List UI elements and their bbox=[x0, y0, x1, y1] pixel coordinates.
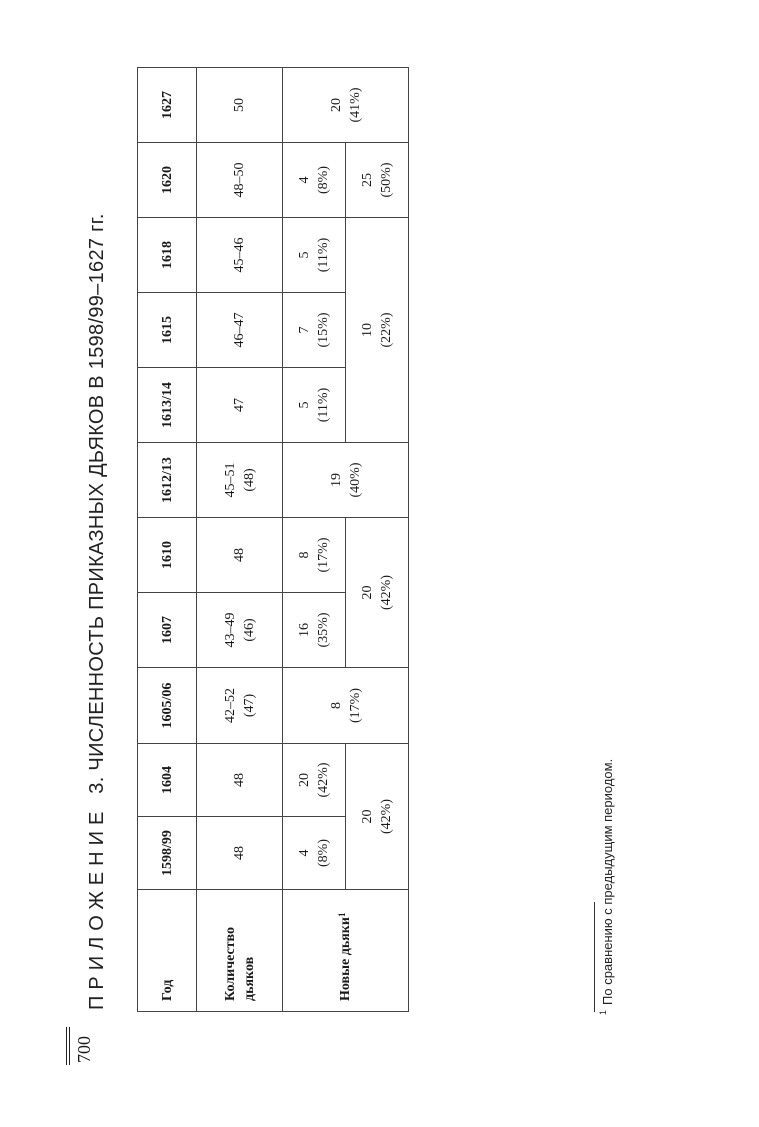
year-row bbox=[138, 68, 197, 1012]
year-cell: 1604 bbox=[138, 744, 197, 817]
new-row-period bbox=[346, 68, 409, 1012]
new-percent: (40%) bbox=[347, 462, 363, 498]
count-average: (47) bbox=[241, 693, 257, 718]
new-percent: (8%) bbox=[316, 166, 331, 194]
year-label: Год bbox=[138, 890, 197, 1012]
count-cell bbox=[197, 518, 283, 593]
new-percent: (42%) bbox=[316, 762, 331, 798]
new-percent: (17%) bbox=[316, 537, 331, 573]
new-count: 20 bbox=[328, 98, 344, 112]
new-label-text: Новые дьяки bbox=[338, 917, 353, 1001]
clerks-table bbox=[137, 67, 409, 1012]
count-value: 48 bbox=[232, 773, 247, 787]
new-cell bbox=[283, 293, 346, 368]
new-cell bbox=[283, 518, 346, 593]
new-label bbox=[283, 890, 409, 1012]
count-row bbox=[197, 68, 283, 1012]
new-cell bbox=[283, 817, 346, 890]
new-cell bbox=[283, 68, 409, 143]
year-cell: 1598/99 bbox=[138, 817, 197, 890]
new-cell bbox=[283, 443, 409, 518]
new-count: 19 bbox=[328, 473, 344, 487]
new-count: 5 bbox=[297, 401, 312, 409]
year-cell: 1620 bbox=[138, 143, 197, 218]
appendix-word: ПРИЛОЖЕНИЕ bbox=[86, 805, 108, 1010]
year-cell: 1613/14 bbox=[138, 368, 197, 443]
period-cell bbox=[346, 218, 409, 443]
count-cell bbox=[197, 817, 283, 890]
new-percent: (11%) bbox=[316, 387, 331, 423]
count-cell bbox=[197, 368, 283, 443]
count-cell bbox=[197, 443, 283, 518]
page-rule bbox=[69, 1027, 70, 1065]
year-cell: 1627 bbox=[138, 68, 197, 143]
new-count: 16 bbox=[297, 623, 312, 637]
new-percent: (15%) bbox=[316, 312, 331, 348]
new-count: 7 bbox=[297, 326, 312, 334]
count-label: Количество дьяков bbox=[197, 890, 283, 1012]
new-count: 4 bbox=[297, 849, 312, 857]
period-percent: (22%) bbox=[379, 312, 394, 348]
count-value: 48 bbox=[232, 548, 247, 562]
period-percent: (42%) bbox=[379, 799, 394, 834]
footnote-text: По сравнению с предыдущим периодом. bbox=[600, 758, 615, 1005]
count-cell bbox=[197, 68, 283, 143]
appendix-heading: 3. ЧИСЛЕННОСТЬ ПРИКАЗНЫХ ДЬЯКОВ В 1598/99–1627 гг. bbox=[86, 213, 108, 794]
footnote bbox=[600, 759, 615, 1015]
page-number-block bbox=[66, 1027, 106, 1065]
footnote-mark: 1 bbox=[598, 1009, 608, 1015]
period-cell bbox=[346, 744, 409, 890]
count-value: 50 bbox=[232, 98, 247, 112]
footnote-mark: 1 bbox=[337, 912, 347, 918]
year-cell: 1610 bbox=[138, 518, 197, 593]
year-cell: 1612/13 bbox=[138, 443, 197, 518]
count-cell bbox=[197, 293, 283, 368]
page-number: 700 bbox=[74, 1036, 94, 1063]
new-cell bbox=[283, 218, 346, 293]
period-percent: (50%) bbox=[379, 162, 394, 198]
period-cell bbox=[346, 518, 409, 668]
new-cell bbox=[283, 593, 346, 668]
count-average: (46) bbox=[241, 618, 257, 642]
period-percent: (42%) bbox=[379, 575, 394, 610]
count-value: 46–47 bbox=[232, 312, 247, 348]
new-count: 8 bbox=[297, 551, 312, 559]
year-cell: 1615 bbox=[138, 293, 197, 368]
new-percent: (35%) bbox=[316, 612, 331, 648]
new-cell bbox=[283, 368, 346, 443]
count-value: 45–51 bbox=[222, 462, 238, 498]
count-value: 48 bbox=[232, 846, 247, 860]
new-cell bbox=[283, 143, 346, 218]
count-cell bbox=[197, 593, 283, 668]
year-cell: 1618 bbox=[138, 218, 197, 293]
period-cell bbox=[346, 143, 409, 218]
period-count: 20 bbox=[360, 809, 375, 824]
count-value: 45–46 bbox=[232, 237, 247, 273]
appendix-title bbox=[86, 213, 109, 1010]
count-average: (48) bbox=[241, 468, 257, 492]
new-cell bbox=[283, 744, 346, 817]
count-cell bbox=[197, 143, 283, 218]
year-cell: 1607 bbox=[138, 593, 197, 668]
count-cell bbox=[197, 668, 283, 744]
new-row-yearly bbox=[283, 68, 346, 1012]
count-cell bbox=[197, 744, 283, 817]
new-percent: (11%) bbox=[316, 237, 331, 273]
year-cell: 1605/06 bbox=[138, 668, 197, 744]
count-value: 42–52 bbox=[222, 688, 238, 723]
count-value: 48–50 bbox=[232, 162, 247, 198]
count-cell bbox=[197, 218, 283, 293]
count-value: 43–49 bbox=[222, 612, 238, 648]
new-percent: (8%) bbox=[316, 839, 331, 867]
new-count: 20 bbox=[297, 773, 312, 787]
new-count: 4 bbox=[297, 176, 312, 184]
period-count: 25 bbox=[360, 173, 375, 187]
footnote-rule bbox=[594, 902, 595, 1012]
period-count: 10 bbox=[360, 323, 375, 337]
new-cell bbox=[283, 668, 409, 744]
new-percent: (17%) bbox=[347, 688, 363, 723]
new-percent: (41%) bbox=[347, 87, 363, 123]
page-rule bbox=[66, 1027, 67, 1065]
new-count: 5 bbox=[297, 251, 312, 259]
new-count: 8 bbox=[328, 702, 344, 709]
period-count: 20 bbox=[360, 585, 375, 600]
count-value: 47 bbox=[232, 398, 247, 412]
